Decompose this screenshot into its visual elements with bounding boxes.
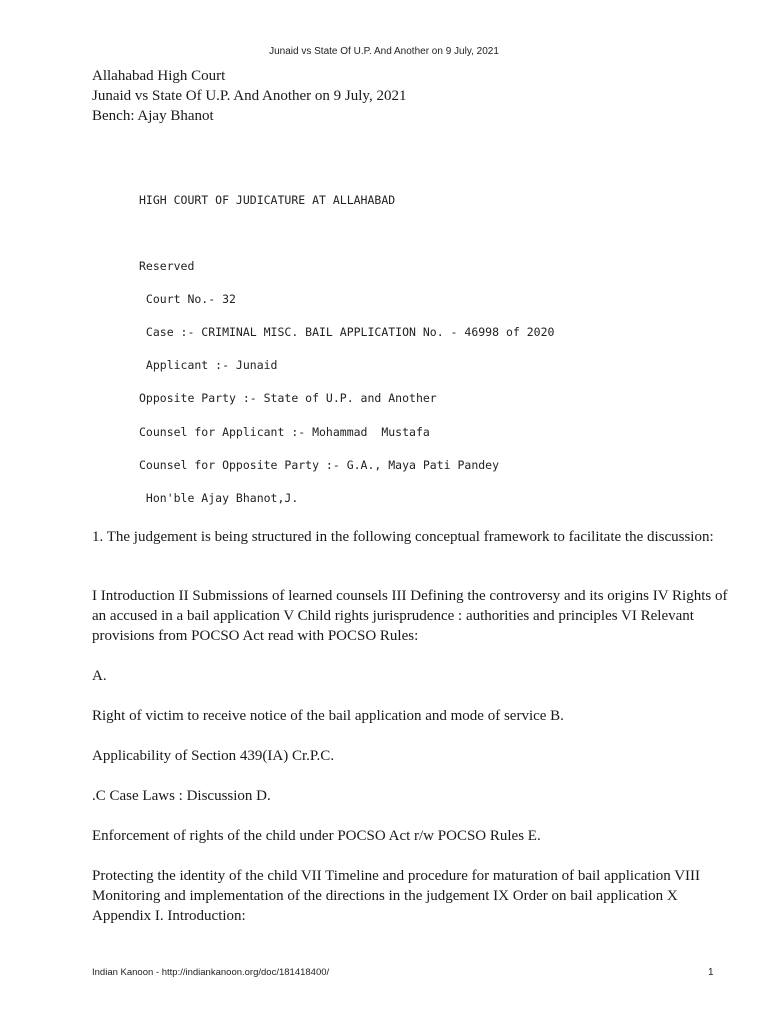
- court-number: Court No.- 32: [139, 292, 236, 306]
- reserved-label: Reserved: [139, 259, 195, 273]
- applicant: Applicant :- Junaid: [139, 358, 278, 372]
- document-meta: [92, 66, 406, 126]
- court-name: Allahabad High Court: [92, 68, 226, 84]
- enforcement: Enforcement of rights of the child under POCSO Act r/w POCSO Rules E.: [92, 828, 541, 844]
- court-heading: HIGH COURT OF JUDICATURE AT ALLAHABAD: [139, 193, 396, 207]
- case-laws: .C Case Laws : Discussion D.: [92, 788, 271, 804]
- page-number: 1: [708, 967, 714, 978]
- right-of-victim: Right of victim to receive notice of the bail application and mode of service B.: [92, 708, 564, 724]
- footer-source: Indian Kanoon - http://indiankanoon.org/doc/181418400/: [92, 967, 330, 978]
- item-a: A.: [92, 668, 107, 684]
- opposite-party: Opposite Party :- State of U.P. and Another: [139, 391, 437, 405]
- running-header: Junaid vs State Of U.P. And Another on 9 July, 2021: [269, 46, 499, 57]
- outline-paragraph: I Introduction II Submissions of learned counsels III Defining the controversy and its origins IV Rights of an accused in a bail application V Child rights jurisprudence : authorities and principles VI Relevant provisions from POCSO Act read with POCSO Rules:: [92, 588, 728, 644]
- counsel-for-opposite-party: Counsel for Opposite Party :- G.A., Maya Pati Pandey: [139, 458, 500, 472]
- case-title: Junaid vs State Of U.P. And Another on 9 July, 2021: [92, 88, 407, 104]
- protecting-identity: Protecting the identity of the child VII Timeline and procedure for maturation of bail application VIII Monitoring and implementation of the directions in the judgement IX Order on bail application X Appendix I. Introduction:: [92, 868, 701, 924]
- paragraph-1: 1. The judgement is being structured in the following conceptual framework to facilitate the discussion:: [92, 529, 714, 545]
- bench: Bench: Ajay Bhanot: [92, 108, 214, 124]
- applicability-section: Applicability of Section 439(IA) Cr.P.C.: [92, 748, 335, 764]
- counsel-for-applicant: Counsel for Applicant :- Mohammad Mustafa: [139, 425, 430, 439]
- judge-name: Hon'ble Ajay Bhanot,J.: [139, 491, 299, 505]
- case-number: Case :- CRIMINAL MISC. BAIL APPLICATION No. - 46998 of 2020: [139, 325, 555, 339]
